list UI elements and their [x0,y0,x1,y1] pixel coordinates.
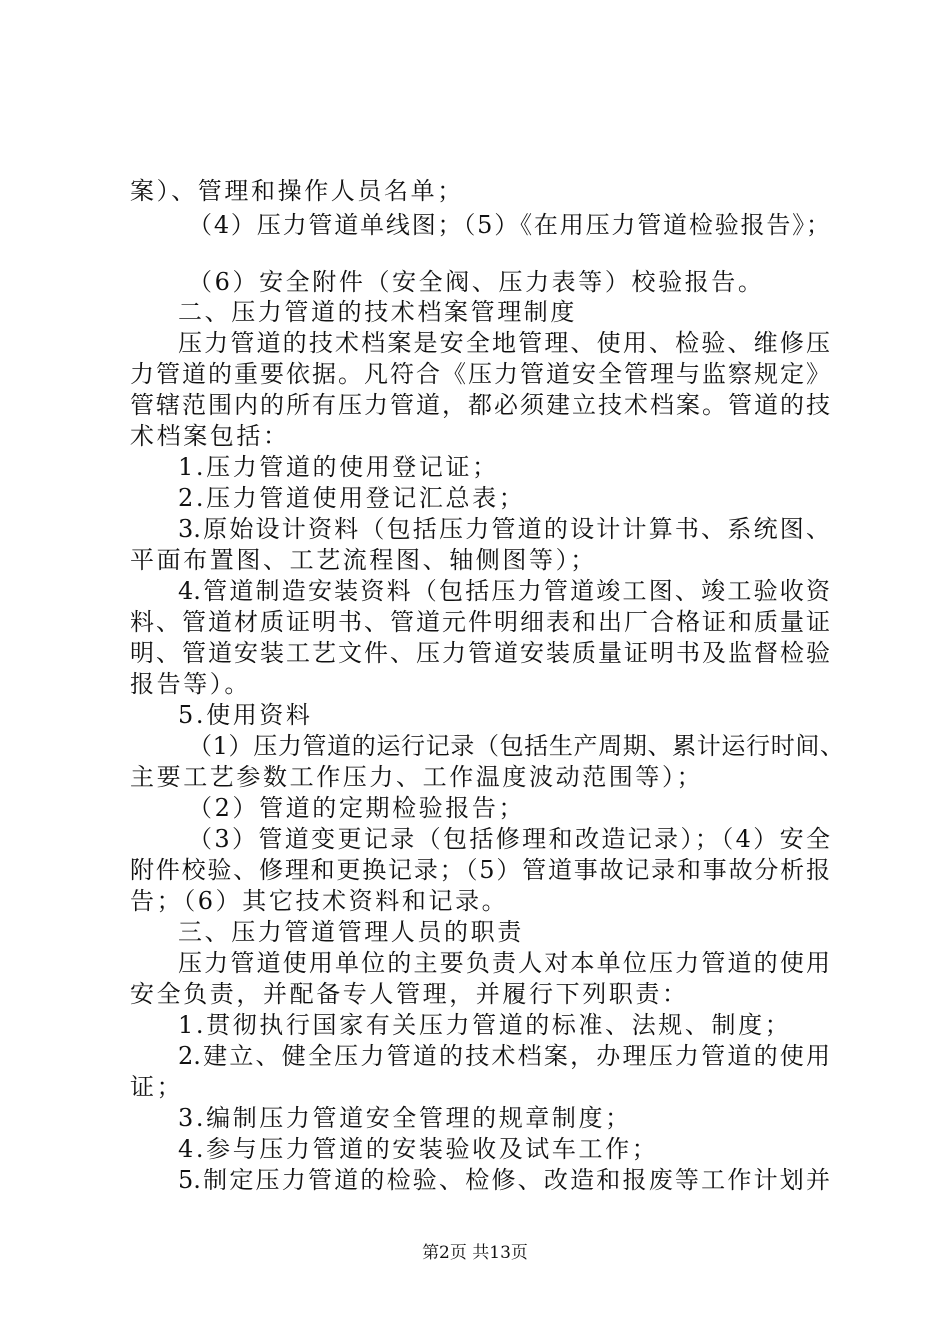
text-line: 压力管道使用单位的主要负责人对本单位压力管道的使用 [178,949,830,977]
list-item: （3）管道变更记录（包括修理和改造记录）；（4）安全 [188,825,830,853]
text-line: 术档案包括： [130,422,290,450]
text-line: 料、管道材质证明书、管道元件明细表和出厂合格证和质量证 [130,608,830,636]
text-line: （6）安全附件（安全阀、压力表等）校验报告。 [188,268,765,296]
text-line: 案）、管理和操作人员名单； [130,177,464,205]
page-footer: 第2页 共13页 [422,1243,528,1263]
list-item: 3.原始设计资料（包括压力管道的设计计算书、系统图、 [178,515,830,543]
text-line: 压力管道的技术档案是安全地管理、使用、检验、维修压 [178,329,830,357]
text-line: 管辖范围内的所有压力管道，都必须建立技术档案。管道的技 [130,391,830,419]
list-item: 1.压力管道的使用登记证； [178,453,499,481]
text-line: 明、管道安装工艺文件、压力管道安装质量证明书及监督检验 [130,639,830,667]
section-heading: 二、压力管道的技术档案管理制度 [178,298,577,326]
text-line: 主要工艺参数工作压力、工作温度波动范围等）； [130,763,704,791]
list-item: 4.参与压力管道的安装验收及试车工作； [178,1135,659,1163]
list-item: 2.建立、健全压力管道的技术档案，办理压力管道的使用 [178,1042,830,1070]
list-item: 5.制定压力管道的检验、检修、改造和报废等工作计划并 [178,1166,830,1194]
list-item: （2）管道的定期检验报告； [188,794,526,822]
list-item: 4.管道制造安装资料（包括压力管道竣工图、竣工验收资 [178,577,830,605]
text-line: 安全负责，并配备专人管理，并履行下列职责： [130,980,689,1008]
list-item: 2.压力管道使用登记汇总表； [178,484,526,512]
text-line: 附件校验、修理和更换记录；（5）管道事故记录和事故分析报 [130,856,830,884]
list-item: 1.贯彻执行国家有关压力管道的标准、法规、制度； [178,1011,792,1039]
section-heading: 三、压力管道管理人员的职责 [178,918,524,946]
text-line: 平面布置图、工艺流程图、轴侧图等）； [130,546,597,574]
text-line: 报告等）。 [130,670,251,698]
list-item: 5.使用资料 [178,701,313,729]
text-line: 证； [130,1073,184,1101]
list-item: （1）压力管道的运行记录（包括生产周期、累计运行时间、 [188,732,844,760]
text-line: 力管道的重要依据。凡符合《压力管道安全管理与监察规定》 [130,360,830,388]
text-line: （4）压力管道单线图；（5）《在用压力管道检验报告》； [188,211,830,239]
list-item: 3.编制压力管道安全管理的规章制度； [178,1104,632,1132]
text-line: 告；（6）其它技术资料和记录。 [130,887,509,915]
